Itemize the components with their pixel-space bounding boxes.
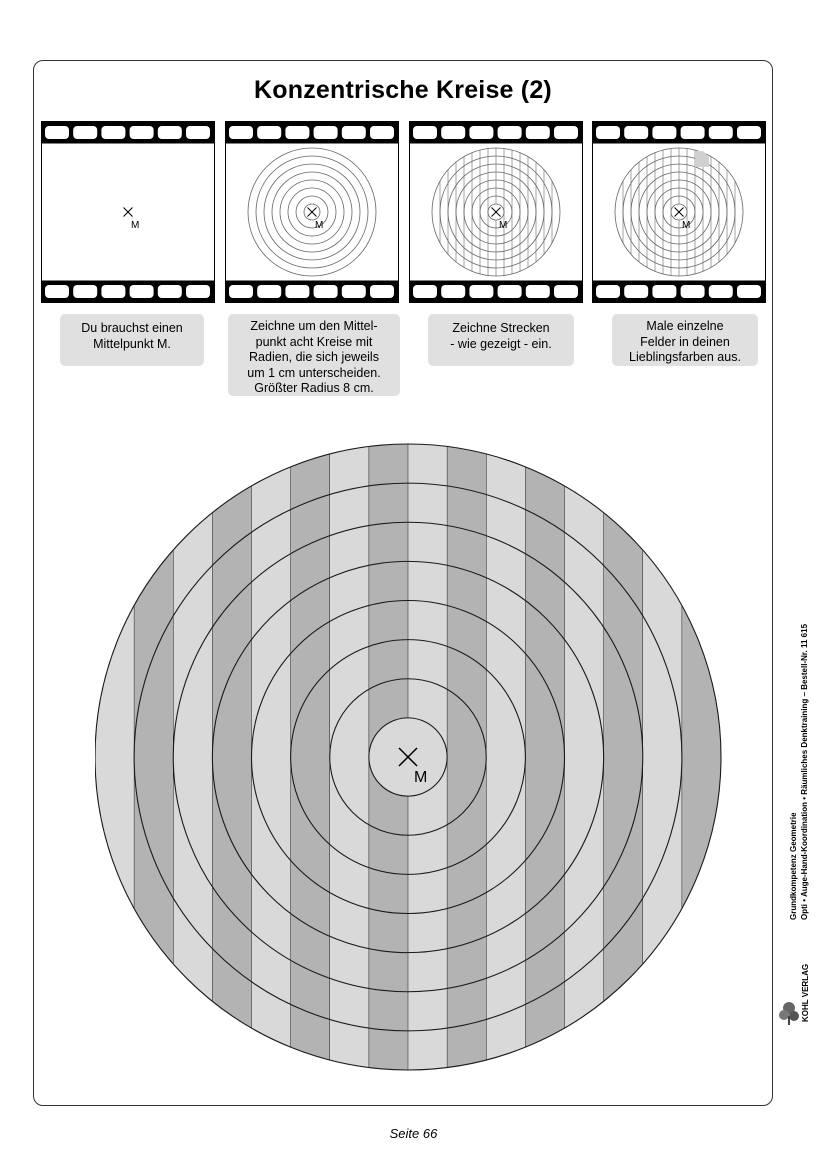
film-hole — [186, 126, 210, 139]
film-hole — [624, 285, 648, 298]
shaded-strip — [604, 444, 643, 1070]
side-note-svg — [775, 560, 825, 1030]
film-hole — [681, 126, 705, 139]
side-note-line-1: Grundkompetenz Geometrie — [789, 812, 798, 920]
shaded-strip — [212, 444, 251, 1070]
shaded-strip — [330, 444, 369, 1070]
film-hole — [652, 126, 676, 139]
shaded-strip — [525, 444, 564, 1070]
publisher-name: KOHL VERLAG — [801, 963, 810, 1022]
film-hole — [73, 126, 97, 139]
caption-line: Radien, die sich jeweils — [249, 350, 379, 364]
caption-line: punkt acht Kreise mit — [255, 334, 373, 349]
caption-line: Male einzelne — [646, 319, 724, 333]
shaded-strip — [173, 444, 212, 1070]
film-hole — [229, 285, 253, 298]
film-hole — [441, 285, 465, 298]
publisher-side-note — [775, 560, 825, 1030]
caption-line: Du brauchst einen — [81, 321, 183, 335]
step-1-caption — [60, 314, 204, 366]
film-hole — [101, 285, 125, 298]
film-hole — [370, 126, 394, 139]
film-hole — [596, 285, 620, 298]
film-hole — [285, 285, 309, 298]
film-hole — [370, 285, 394, 298]
film-hole — [498, 285, 522, 298]
film-strip-svg — [225, 121, 399, 303]
caption-line: - wie gezeigt - ein. — [450, 336, 552, 351]
film-strip-svg — [41, 121, 215, 303]
film-hole — [130, 126, 154, 139]
film-hole — [709, 285, 733, 298]
tree-logo-icon — [779, 1002, 799, 1025]
step-3-caption — [428, 314, 574, 366]
shaded-strip — [682, 444, 721, 1070]
film-hole — [709, 126, 733, 139]
film-strip-step-2 — [225, 121, 399, 303]
film-hole — [45, 285, 69, 298]
film-hole — [413, 285, 437, 298]
film-hole — [285, 126, 309, 139]
caption-line: Größter Radius 8 cm. — [254, 381, 374, 395]
film-hole — [469, 285, 493, 298]
film-strip-svg — [409, 121, 583, 303]
shaded-strip — [134, 444, 173, 1070]
film-hole — [554, 285, 578, 298]
film-hole — [158, 126, 182, 139]
film-hole — [158, 285, 182, 298]
film-hole — [342, 285, 366, 298]
film-hole — [314, 285, 338, 298]
caption-line: Zeichne um den Mittel- — [250, 319, 378, 333]
center-label: M — [131, 220, 140, 231]
shaded-strip — [95, 444, 134, 1070]
step-4-caption — [612, 314, 758, 366]
caption-line: um 1 cm unterscheiden. — [247, 365, 381, 380]
film-hole — [596, 126, 620, 139]
film-hole — [130, 285, 154, 298]
film-strip-svg — [592, 121, 766, 303]
film-hole — [73, 285, 97, 298]
film-hole — [413, 126, 437, 139]
center-label: M — [682, 220, 691, 231]
caption-line: Lieblingsfarben aus. — [629, 350, 741, 364]
film-hole — [652, 285, 676, 298]
film-hole — [257, 126, 281, 139]
center-label: M — [315, 220, 324, 231]
film-hole — [45, 126, 69, 139]
film-hole — [441, 126, 465, 139]
center-label: M — [414, 769, 428, 786]
shaded-strip — [447, 444, 486, 1070]
film-hole — [737, 126, 761, 139]
film-hole — [624, 126, 648, 139]
caption-line: Felder in deinen — [640, 334, 730, 349]
film-hole — [526, 285, 550, 298]
film-hole — [469, 126, 493, 139]
film-hole — [229, 126, 253, 139]
film-hole — [498, 126, 522, 139]
shaded-strip — [252, 444, 291, 1070]
film-hole — [681, 285, 705, 298]
center-label: M — [499, 220, 508, 231]
film-hole — [314, 126, 338, 139]
film-hole — [101, 126, 125, 139]
film-strip-step-1 — [41, 121, 215, 303]
side-note-line-2: Opti • Auge-Hand-Koordination • Räumliches Denktraining – Bestell-Nr. 11 615 — [800, 623, 809, 920]
shaded-strip — [565, 444, 604, 1070]
film-strip-step-3 — [409, 121, 583, 303]
concentric-circles-figure — [95, 441, 725, 1076]
film-hole — [554, 126, 578, 139]
caption-line: Mittelpunkt M. — [93, 336, 171, 351]
main-figure-svg — [95, 441, 725, 1071]
film-hole — [342, 126, 366, 139]
film-hole — [186, 285, 210, 298]
film-hole — [737, 285, 761, 298]
step-2-caption — [228, 314, 400, 396]
caption-line: Zeichne Strecken — [452, 321, 550, 335]
film-strip-step-4 — [592, 121, 766, 303]
film-hole — [526, 126, 550, 139]
shaded-strip — [643, 444, 682, 1070]
page-number: Seite 66 — [389, 1126, 438, 1141]
page-title: Konzentrische Kreise (2) — [254, 76, 552, 104]
film-hole — [257, 285, 281, 298]
